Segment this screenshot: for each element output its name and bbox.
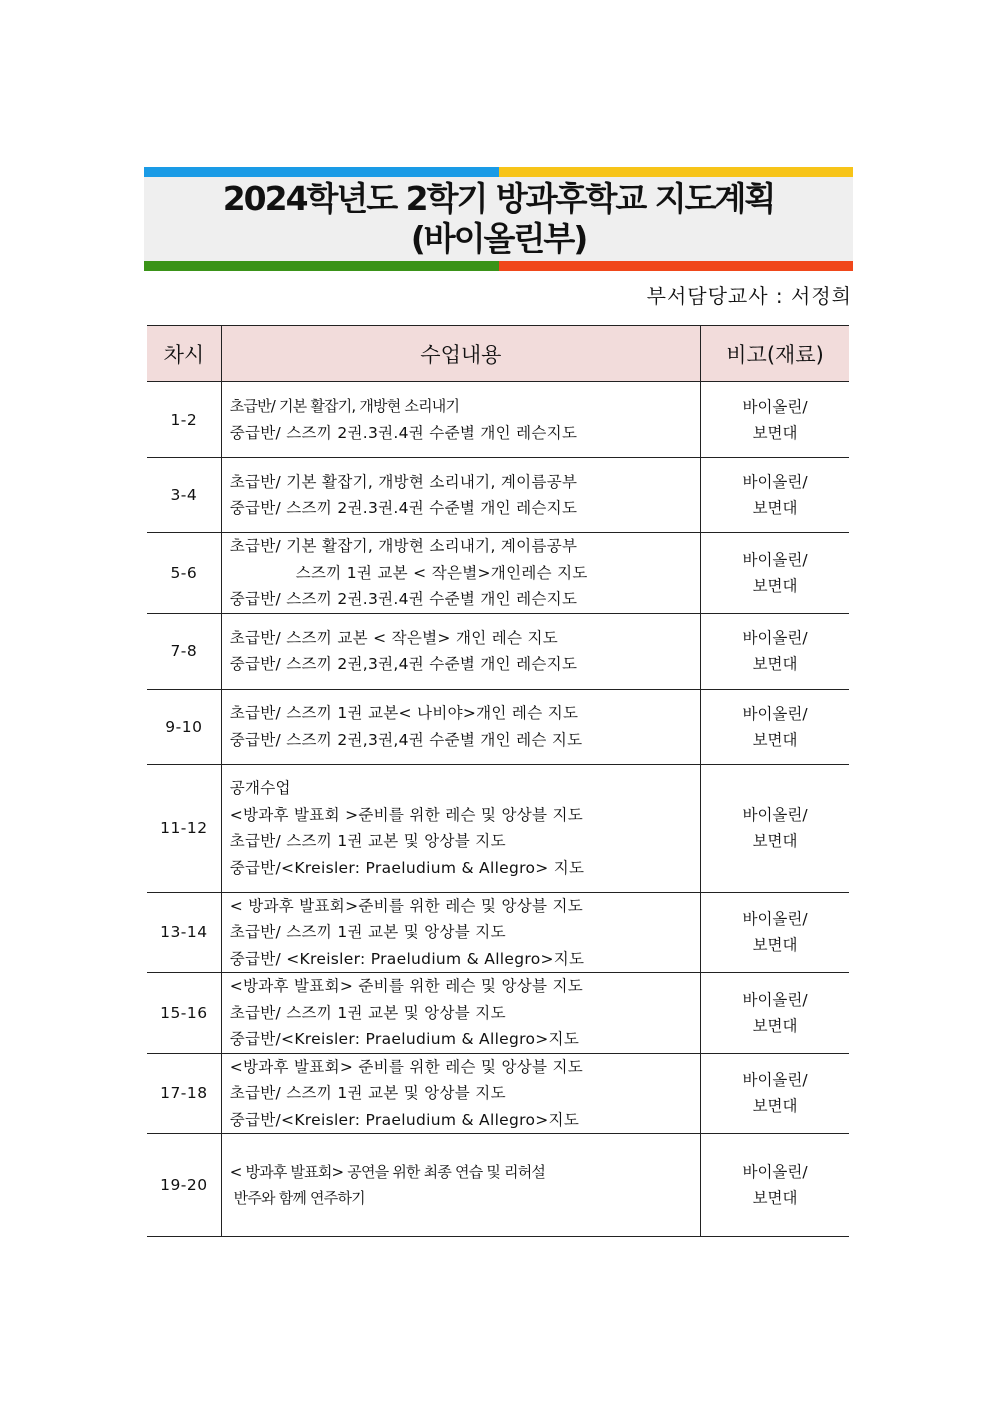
content-line: 중급반/ 스즈끼 2권.3권.4권 수준별 개인 레슨지도 — [229, 423, 578, 442]
content-line: <방과후 발표회 >준비를 위한 레슨 및 앙상블 지도 — [229, 805, 584, 824]
session-cell: 19-20 — [147, 1134, 221, 1237]
banner-bar-bottom-left — [144, 261, 499, 271]
note-cell — [701, 1134, 849, 1237]
note-line: 보면대 — [752, 499, 798, 517]
content-line: 초급반/ 스즈끼 1권 교본 및 앙상블 지도 — [229, 923, 506, 941]
page-title-line2: (바이올린부) — [410, 219, 587, 258]
table-row — [147, 533, 849, 614]
lesson-plan-table — [147, 325, 849, 1237]
content-cell — [221, 533, 700, 614]
content-line: <방과후 발표회> 준비를 위한 레슨 및 앙상블 지도 — [229, 1057, 584, 1076]
note-cell — [701, 613, 849, 689]
banner-bar-bottom-right — [499, 261, 853, 271]
table-row — [147, 764, 849, 892]
content-line: 중급반/ 스즈끼 2권,3권,4권 수준별 개인 레슨 지도 — [229, 730, 583, 749]
content-cell — [221, 892, 700, 973]
note-line: 보면대 — [752, 423, 798, 442]
note-cell — [701, 973, 849, 1054]
note-line: 바이올린/ — [742, 704, 808, 723]
note-line: 바이올린/ — [742, 910, 808, 929]
content-cell — [221, 382, 700, 458]
content-line: 중급반/ 스즈끼 2권,3권,4권 수준별 개인 레슨지도 — [229, 655, 578, 673]
table-row — [147, 382, 849, 458]
session-cell: 15-16 — [147, 973, 221, 1054]
header-note: 비고(재료) — [701, 326, 849, 382]
content-cell — [221, 613, 700, 689]
table-header-row — [147, 326, 849, 382]
session-cell: 7-8 — [147, 613, 221, 689]
note-line: 바이올린/ — [742, 1071, 808, 1090]
note-cell — [701, 892, 849, 973]
note-cell — [701, 458, 849, 533]
note-line: 보면대 — [752, 576, 798, 595]
note-line: 바이올린/ — [742, 473, 808, 491]
banner-bar-top-left — [144, 167, 499, 177]
note-line: 바이올린/ — [742, 629, 808, 647]
note-line: 바이올린/ — [742, 806, 808, 824]
content-line: 스즈끼 1권 교본 < 작은별>개인레슨 지도 — [295, 563, 588, 582]
note-line: 보면대 — [752, 1189, 798, 1207]
title-banner — [144, 167, 853, 271]
header-session: 차시 — [147, 326, 221, 382]
note-cell — [701, 533, 849, 614]
table-row — [147, 973, 849, 1054]
content-line: 초급반/ 스즈끼 1권 교본 및 앙상블 지도 — [229, 1084, 506, 1102]
content-cell — [221, 764, 700, 892]
session-cell: 13-14 — [147, 892, 221, 973]
session-cell: 9-10 — [147, 689, 221, 764]
note-line: 바이올린/ — [742, 397, 808, 416]
note-line: 보면대 — [752, 1016, 798, 1035]
session-cell: 3-4 — [147, 458, 221, 533]
content-cell — [221, 458, 700, 533]
table-row — [147, 1134, 849, 1237]
note-cell — [701, 689, 849, 764]
content-line: 공개수업 — [229, 779, 291, 797]
content-cell — [221, 1053, 700, 1134]
content-line: 중급반/ 스즈끼 2권.3권.4권 수준별 개인 레슨지도 — [229, 499, 578, 517]
note-line: 바이올린/ — [742, 550, 808, 569]
content-cell — [221, 973, 700, 1054]
banner-bar-top-right — [499, 167, 853, 177]
session-cell: 5-6 — [147, 533, 221, 614]
session-cell: 1-2 — [147, 382, 221, 458]
content-line: 초급반/ 기본 활잡기, 개방현 소리내기, 계이름공부 — [229, 472, 578, 491]
page-title — [144, 179, 853, 259]
session-cell: 17-18 — [147, 1053, 221, 1134]
note-line: 보면대 — [752, 730, 798, 749]
content-line: 중급반/ 스즈끼 2권.3권.4권 수준별 개인 레슨지도 — [229, 590, 578, 608]
content-cell — [221, 1134, 700, 1237]
table-row — [147, 613, 849, 689]
note-line: 보면대 — [752, 1097, 798, 1116]
note-line: 바이올린/ — [742, 990, 808, 1009]
content-line: 중급반/<Kreisler: Praeludium & Allegro> 지도 — [229, 858, 585, 877]
note-cell — [701, 1053, 849, 1134]
note-cell — [701, 764, 849, 892]
content-line: 초급반/ 스즈끼 교본 < 작은별> 개인 레슨 지도 — [229, 628, 559, 647]
page-title-line1: 2024학년도 2학기 방과후학교 지도계획 — [222, 179, 775, 218]
table-row — [147, 1053, 849, 1134]
header-content: 수업내용 — [221, 326, 700, 382]
content-line: 초급반/ 스즈끼 1권 교본 및 앙상블 지도 — [229, 832, 506, 850]
content-line: 중급반/<Kreisler: Praeludium & Allegro>지도 — [229, 1030, 580, 1048]
content-line: 초급반/ 기본 활잡기, 개방현 소리내기, 계이름공부 — [229, 537, 578, 555]
note-line: 바이올린/ — [742, 1163, 808, 1181]
content-cell — [221, 689, 700, 764]
content-line: <방과후 발표회> 준비를 위한 레슨 및 앙상블 지도 — [229, 977, 584, 995]
content-line: 초급반/ 스즈끼 1권 교본< 나비야>개인 레슨 지도 — [229, 704, 579, 722]
content-line: 반주와 함께 연주하기 — [229, 1189, 365, 1207]
table-row — [147, 689, 849, 764]
note-cell — [701, 382, 849, 458]
content-line: 초급반/ 스즈끼 1권 교본 및 앙상블 지도 — [229, 1003, 506, 1022]
content-line: 중급반/<Kreisler: Praeludium & Allegro>지도 — [229, 1110, 580, 1129]
note-line: 보면대 — [752, 936, 798, 955]
content-line: < 방과후 발표회> 공연을 위한 최종 연습 및 리허설 — [229, 1162, 546, 1181]
table-row — [147, 458, 849, 533]
table-row — [147, 892, 849, 973]
content-line: 중급반/ <Kreisler: Praeludium & Allegro>지도 — [229, 949, 585, 968]
note-line: 보면대 — [752, 655, 798, 673]
content-line: < 방과후 발표회>준비를 위한 레슨 및 앙상블 지도 — [229, 896, 584, 915]
note-line: 보면대 — [752, 832, 798, 850]
teacher-in-charge: 부서담당교사 : 서정희 — [646, 284, 852, 308]
session-cell: 11-12 — [147, 764, 221, 892]
content-line: 초급반/ 기본 활잡기, 개방현 소리내기 — [229, 397, 460, 415]
